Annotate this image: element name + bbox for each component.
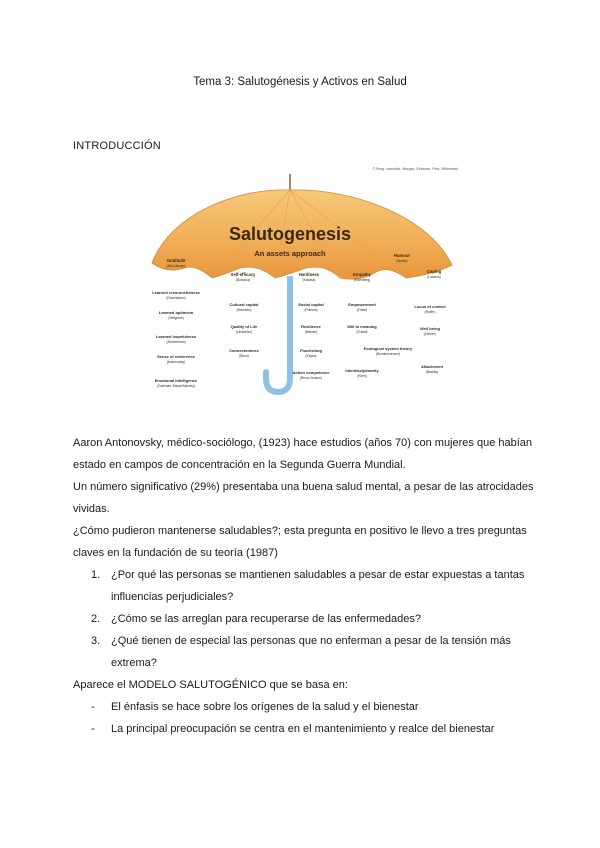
canopy-sub-self-efficacy: (Bandura) <box>235 278 251 282</box>
mid-label-3: Action competence <box>292 370 330 375</box>
bullet-dash: - <box>91 723 95 735</box>
mid-label-1: Resilience <box>301 324 321 329</box>
canopy-sub-gratitude: (McCullough) <box>166 264 186 268</box>
figure-main-title: Salutogenesis <box>228 224 352 244</box>
midleft-sub-2: (Blum) <box>239 354 249 358</box>
midright-sub-3: (Klein) <box>357 374 367 378</box>
left-sub-3: (Antonovsky) <box>166 360 186 364</box>
umbrella-handle <box>266 362 290 392</box>
paragraph-intro: Aaron Antonovsky, médico-sociólogo, (1923) hace estudios (años 70) con mujeres que habían estado en campos de concentración en la Segunda Guerra Mundial. <box>73 437 533 471</box>
midright-label-2: Ecological system theory <box>363 346 413 351</box>
midright-label-1: Will to meaning <box>347 324 377 329</box>
list-item-text: ¿Por qué las personas se mantienen saludables a pesar de estar expuestas a tantas influencias perjudiciales? <box>111 569 525 603</box>
list-item-text: ¿Cómo se las arreglan para recuperarse de las enfermedades? <box>111 613 421 625</box>
list-item-text: La principal preocupación se centra en el mantenimiento y realce del bienestar <box>111 723 495 735</box>
figure-credit: © Berg, Ioannidis, Morgan, Eriksson, Pelo, Mittelmark <box>372 167 458 171</box>
canopy-label-gratitude: Gratitude <box>166 258 186 263</box>
right-label-0: Locus of control <box>414 304 446 309</box>
canopy-label-empathy: Empathy <box>353 272 371 277</box>
midright-sub-0: (Freire) <box>356 308 368 312</box>
left-label-3: Sense of coherence <box>157 354 195 359</box>
midright-sub-1: (Frankl) <box>356 330 368 334</box>
list-item <box>73 564 543 608</box>
canopy-label-hardiness: Hardiness <box>298 272 320 277</box>
list-item-text: ¿Qué tienen de especial las personas que no enferman a pesar de la tensión más extrema? <box>111 635 511 669</box>
canopy-label-self-efficacy: Self-efficacy <box>230 272 256 277</box>
midleft-label-1: Quality of Life <box>230 324 258 329</box>
list-item <box>73 608 543 630</box>
model-bullets <box>73 696 543 740</box>
list-item <box>73 696 543 718</box>
midright-sub-2: (Bronfenbrenner) <box>375 352 401 356</box>
canopy-sub-hardiness: (Kobasa) <box>302 278 316 282</box>
paragraph-question: ¿Cómo pudieron mantenerse saludables?; esta pregunta en positivo le llevo a tres preguntas claves en la fundación de su teoría (1987) <box>73 525 527 559</box>
key-questions-list <box>73 564 543 674</box>
midright-label-0: Empowerment <box>348 302 376 307</box>
mid-sub-0: (Putnam) <box>304 308 318 312</box>
canopy-label-coping: Coping <box>426 269 442 274</box>
canopy-sub-coping: (Lazarus) <box>427 275 441 279</box>
umbrella-illustration <box>140 160 465 400</box>
midright-label-3: Interdisciplinarity <box>345 368 379 373</box>
left-label-0: Learned resourcefulness <box>152 290 200 295</box>
left-label-4: Emotional intelligence <box>154 378 198 383</box>
mid-label-2: Flourishing <box>300 348 322 353</box>
paragraph-significant: Un número significativo (29%) presentaba una buena salud mental, a pesar de las atrocidades vividas. <box>73 481 534 515</box>
mid-sub-2: (Keyes) <box>305 354 317 358</box>
document-title: Tema 3: Salutogénesis y Activos en Salud <box>193 76 407 88</box>
document-body <box>73 432 543 740</box>
salutogenesis-umbrella-figure <box>140 160 465 400</box>
left-sub-2: (Zimmerman) <box>166 340 186 344</box>
list-item <box>73 630 543 674</box>
left-sub-4: (Goleman, Mayer/Salovey) <box>157 384 195 388</box>
figure-subtitle: An assets approach <box>254 249 326 258</box>
umbrella-shaft <box>287 276 293 364</box>
right-sub-1: (Diener) <box>424 332 436 336</box>
paragraph-model: Aparece el MODELO SALUTOGÉNICO que se basa en: <box>73 679 348 691</box>
bullet-dash: - <box>91 701 95 713</box>
list-number: 3. <box>91 635 101 647</box>
midleft-sub-1: (Lindström) <box>235 330 253 334</box>
right-sub-2: (Bowlby) <box>425 370 439 374</box>
left-label-2: Learned hopefulness <box>155 334 197 339</box>
midleft-sub-0: (Bourdieu) <box>236 308 252 312</box>
list-number: 2. <box>91 613 101 625</box>
right-label-2: Attachment <box>420 364 444 369</box>
mid-sub-3: (Bruun Jensen) <box>300 376 322 380</box>
midleft-label-2: Connectedness <box>229 348 259 353</box>
mid-label-0: Social capital <box>298 302 324 307</box>
canopy-sub-empathy: (Eisenberg) <box>353 278 371 282</box>
left-sub-0: (Rosenbaum) <box>166 296 186 300</box>
left-sub-1: (Seligman) <box>168 316 184 320</box>
list-item-text: El énfasis se hace sobre los orígenes de la salud y el bienestar <box>111 701 419 713</box>
mid-sub-1: (Werner) <box>304 330 318 334</box>
left-label-1: Learned optimism <box>158 310 194 315</box>
canopy-label-humour: Humour <box>393 253 411 258</box>
list-item <box>73 718 543 740</box>
right-sub-0: (Rotter) <box>424 310 436 314</box>
list-number: 1. <box>91 569 101 581</box>
canopy-sub-humour: (Martin) <box>396 259 408 263</box>
section-heading: INTRODUCCIÓN <box>73 140 161 152</box>
midleft-label-0: Cultural capital <box>229 302 259 307</box>
right-label-1: Well being <box>420 326 440 331</box>
